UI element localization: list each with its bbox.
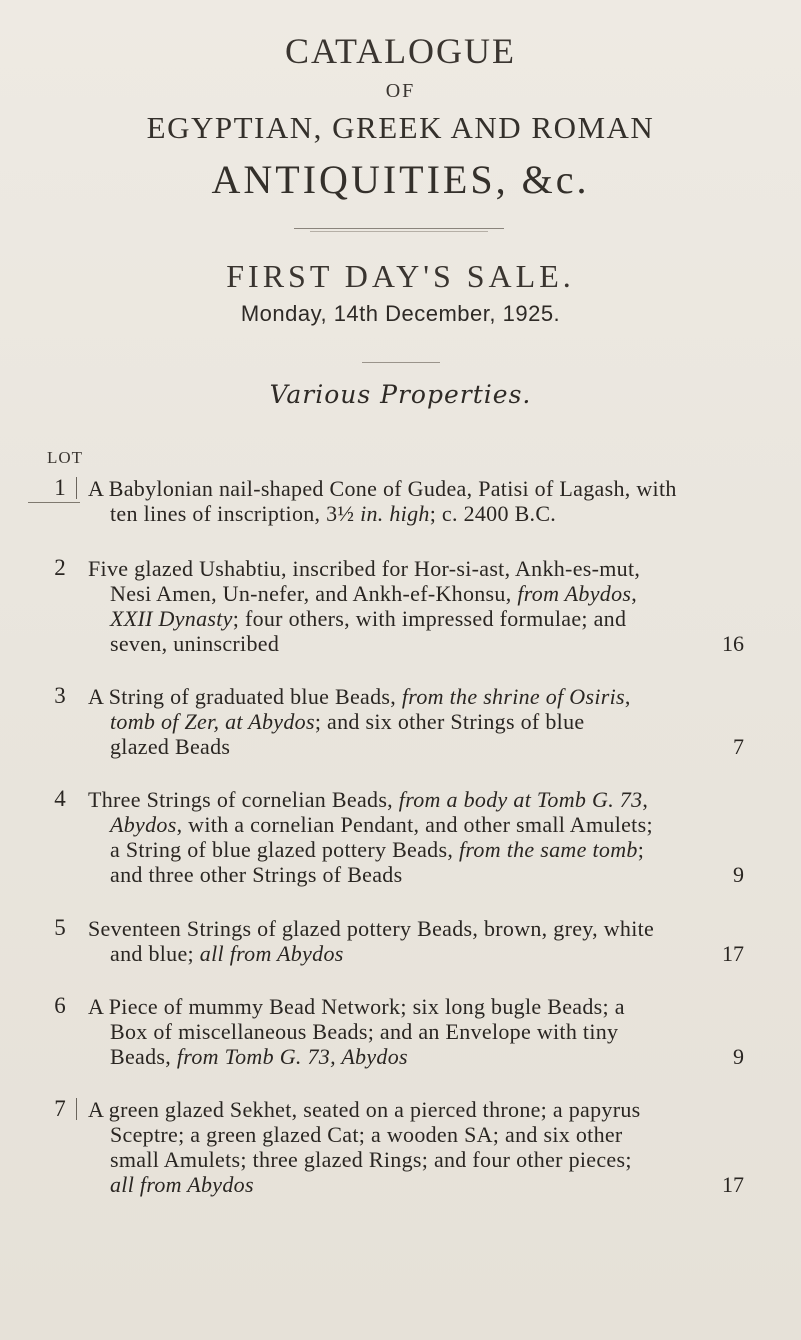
lot-line: tomb of Zer, at Abydos; and six other Strings of blue (110, 709, 585, 734)
lot-underline (28, 502, 80, 503)
lot-line: XXII Dynasty; four others, with impressed formulae; and (110, 606, 627, 631)
lot-line: Nesi Amen, Un-nefer, and Ankh-ef-Khonsu, from Abydos, (110, 581, 638, 606)
lot-bracket (76, 477, 77, 499)
lot-line: A Piece of mummy Bead Network; six long bugle Beads; a (88, 994, 625, 1019)
lot-item-count: 17 (722, 941, 744, 966)
divider-rule-short (362, 362, 440, 363)
lot-line: Sceptre; a green glazed Cat; a wooden SA; and six other (110, 1122, 623, 1147)
lot-bracket (76, 1098, 77, 1120)
lot-description (88, 916, 738, 966)
lot-line: glazed Beads (110, 734, 231, 759)
lot-description (88, 1097, 738, 1197)
lot-number: 2 (54, 555, 66, 580)
divider-rule-inner (310, 231, 488, 232)
lot-description (88, 994, 738, 1069)
lot-line: A String of graduated blue Beads, from the shrine of Osiris, (88, 684, 631, 709)
lot-description (88, 787, 738, 887)
divider-rule (294, 228, 504, 229)
lot-line: Abydos, with a cornelian Pendant, and other small Amulets; (110, 812, 653, 837)
lot-line: seven, uninscribed (110, 631, 280, 656)
lot-item-count: 17 (722, 1172, 744, 1197)
lot-number: 4 (54, 786, 66, 811)
lot-number: 3 (54, 683, 66, 708)
lot-column-header: LOT (47, 448, 84, 467)
sale-date: Monday, 14th December, 1925. (240, 301, 561, 326)
lot-line: Beads, from Tomb G. 73, Abydos (110, 1044, 408, 1069)
lot-line: and blue; all from Abydos (110, 941, 344, 966)
catalogue-title: CATALOGUE (284, 31, 517, 71)
lot-item-count: 7 (733, 734, 744, 759)
lot-line: and three other Strings of Beads (110, 862, 403, 887)
sale-title: FIRST DAY'S SALE. (226, 258, 575, 294)
lot-line: Three Strings of cornelian Beads, from a body at Tomb G. 73, (88, 787, 649, 812)
lot-item-count: 9 (733, 862, 744, 887)
lot-line: Five glazed Ushabtiu, inscribed for Hor-si-ast, Ankh-es-mut, (88, 556, 641, 581)
lot-line: Seventeen Strings of glazed pottery Beads, brown, grey, white (88, 916, 655, 941)
title-of: OF (385, 80, 416, 102)
lot-line: A Babylonian nail-shaped Cone of Gudea, Patisi of Lagash, with (88, 476, 677, 501)
lot-item-count: 9 (733, 1044, 744, 1069)
lot-number: 7 (54, 1096, 66, 1121)
lot-description (88, 476, 738, 526)
lot-description (88, 684, 738, 759)
lot-number: 5 (54, 915, 66, 940)
section-heading: Various Properties. (269, 380, 532, 409)
lot-line: A green glazed Sekhet, seated on a pierced throne; a papyrus (88, 1097, 641, 1122)
lot-line: a String of blue glazed pottery Beads, from the same tomb; (110, 837, 645, 862)
title-subject-line: EGYPTIAN, GREEK AND ROMAN (146, 110, 655, 145)
lot-line: Box of miscellaneous Beads; and an Envelope with tiny (110, 1019, 619, 1044)
lot-number: 1 (54, 475, 66, 500)
lot-line: all from Abydos (110, 1172, 254, 1197)
lot-number: 6 (54, 993, 66, 1018)
lot-item-count: 16 (722, 631, 744, 656)
title-antiquities-line: ANTIQUITIES, &c. (211, 157, 590, 202)
lot-line: small Amulets; three glazed Rings; and four other pieces; (110, 1147, 632, 1172)
lot-description (88, 556, 738, 656)
lot-line: ten lines of inscription, 3½ in. high; c. 2400 B.C. (110, 501, 557, 526)
